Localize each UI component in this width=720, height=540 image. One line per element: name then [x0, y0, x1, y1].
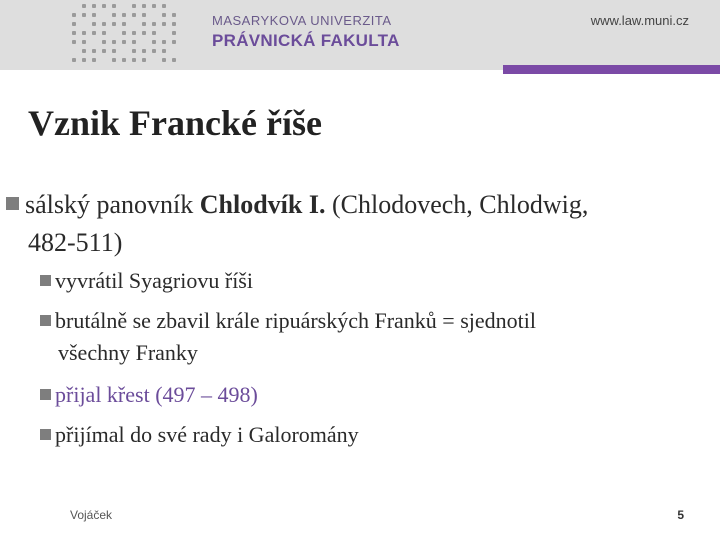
logo-dot [122, 31, 126, 35]
logo-dot [172, 22, 176, 26]
logo-dot [142, 13, 146, 17]
footer-author: Vojáček [70, 508, 113, 522]
logo-dot [132, 4, 136, 8]
logo-dot [152, 40, 156, 44]
logo-dot [122, 13, 126, 17]
logo-dot [142, 31, 146, 35]
logo-dot [122, 22, 126, 26]
logo-dot [142, 22, 146, 26]
logo-dot [72, 13, 76, 17]
logo-dot [82, 58, 86, 62]
logo-dot [92, 22, 96, 26]
university-name: MASARYKOVA UNIVERZITA [212, 13, 392, 28]
square-bullet-icon [40, 429, 51, 440]
sub-bullet [40, 305, 700, 369]
logo-dot [112, 13, 116, 17]
logo-dot [102, 31, 106, 35]
main-bullet-suffix: (Chlodovech, Chlodwig, [325, 190, 589, 219]
logo-dot [82, 4, 86, 8]
square-bullet-icon [40, 315, 51, 326]
logo-dot [82, 49, 86, 53]
logo-dot [92, 13, 96, 17]
logo-dot [92, 49, 96, 53]
logo-dot [112, 22, 116, 26]
logo-dot [162, 13, 166, 17]
square-bullet-icon [6, 197, 19, 210]
sub-bullet-text: brutálně se zbavil krále ripuárských Franků = sjednotil [55, 308, 536, 333]
logo-dot [82, 40, 86, 44]
logo-dot [172, 58, 176, 62]
sub-bullet-text: přijal křest (497 – 498) [55, 382, 258, 407]
sub-bullet [40, 379, 700, 411]
sub-bullet-text: vyvrátil Syagriovu říši [55, 268, 253, 293]
logo-dot [172, 31, 176, 35]
logo-dot [132, 58, 136, 62]
logo-dot [152, 4, 156, 8]
logo-dot [132, 40, 136, 44]
main-bullet-continuation: 482-511) [28, 228, 123, 257]
logo-dot [102, 40, 106, 44]
logo-dot [162, 58, 166, 62]
logo-dot [102, 4, 106, 8]
square-bullet-icon [40, 275, 51, 286]
page-number: 5 [677, 508, 684, 522]
logo-dot [142, 58, 146, 62]
logo-dot [112, 4, 116, 8]
logo-dot [152, 49, 156, 53]
logo-dot [102, 22, 106, 26]
logo-dot [82, 13, 86, 17]
logo-dot [132, 49, 136, 53]
logo-dot [72, 31, 76, 35]
website-url[interactable]: www.law.muni.cz [590, 13, 689, 28]
main-bullet-prefix: sálský panovník [25, 190, 200, 219]
main-bullet-bold: Chlodvík I. [199, 190, 326, 219]
logo-dot [102, 49, 106, 53]
logo-dot [132, 13, 136, 17]
header-band [0, 0, 720, 70]
university-logo-icon [72, 2, 182, 66]
logo-dot [72, 40, 76, 44]
sub-bullet [40, 419, 700, 451]
main-bullet [6, 186, 720, 262]
logo-dot [152, 31, 156, 35]
faculty-name: PRÁVNICKÁ FAKULTA [212, 31, 400, 50]
logo-dot [72, 58, 76, 62]
logo-dot [162, 4, 166, 8]
sub-bullet-continuation: všechny Franky [58, 340, 198, 365]
sub-bullet-text: přijímal do své rady i Galoromány [55, 422, 359, 447]
logo-dot [132, 31, 136, 35]
logo-dot [172, 40, 176, 44]
logo-dot [112, 40, 116, 44]
logo-dot [162, 22, 166, 26]
logo-dot [122, 40, 126, 44]
logo-dot [92, 4, 96, 8]
logo-dot [112, 58, 116, 62]
logo-dot [162, 49, 166, 53]
logo-dot [152, 22, 156, 26]
sub-bullet [40, 265, 700, 297]
logo-dot [82, 31, 86, 35]
logo-dot [142, 49, 146, 53]
logo-dot [92, 58, 96, 62]
logo-dot [92, 31, 96, 35]
logo-dot [162, 40, 166, 44]
logo-dot [142, 4, 146, 8]
accent-bar [503, 65, 720, 74]
slide-title: Vznik Francké říše [28, 103, 322, 143]
logo-dot [72, 22, 76, 26]
logo-dot [112, 49, 116, 53]
square-bullet-icon [40, 389, 51, 400]
logo-dot [172, 13, 176, 17]
logo-dot [122, 58, 126, 62]
